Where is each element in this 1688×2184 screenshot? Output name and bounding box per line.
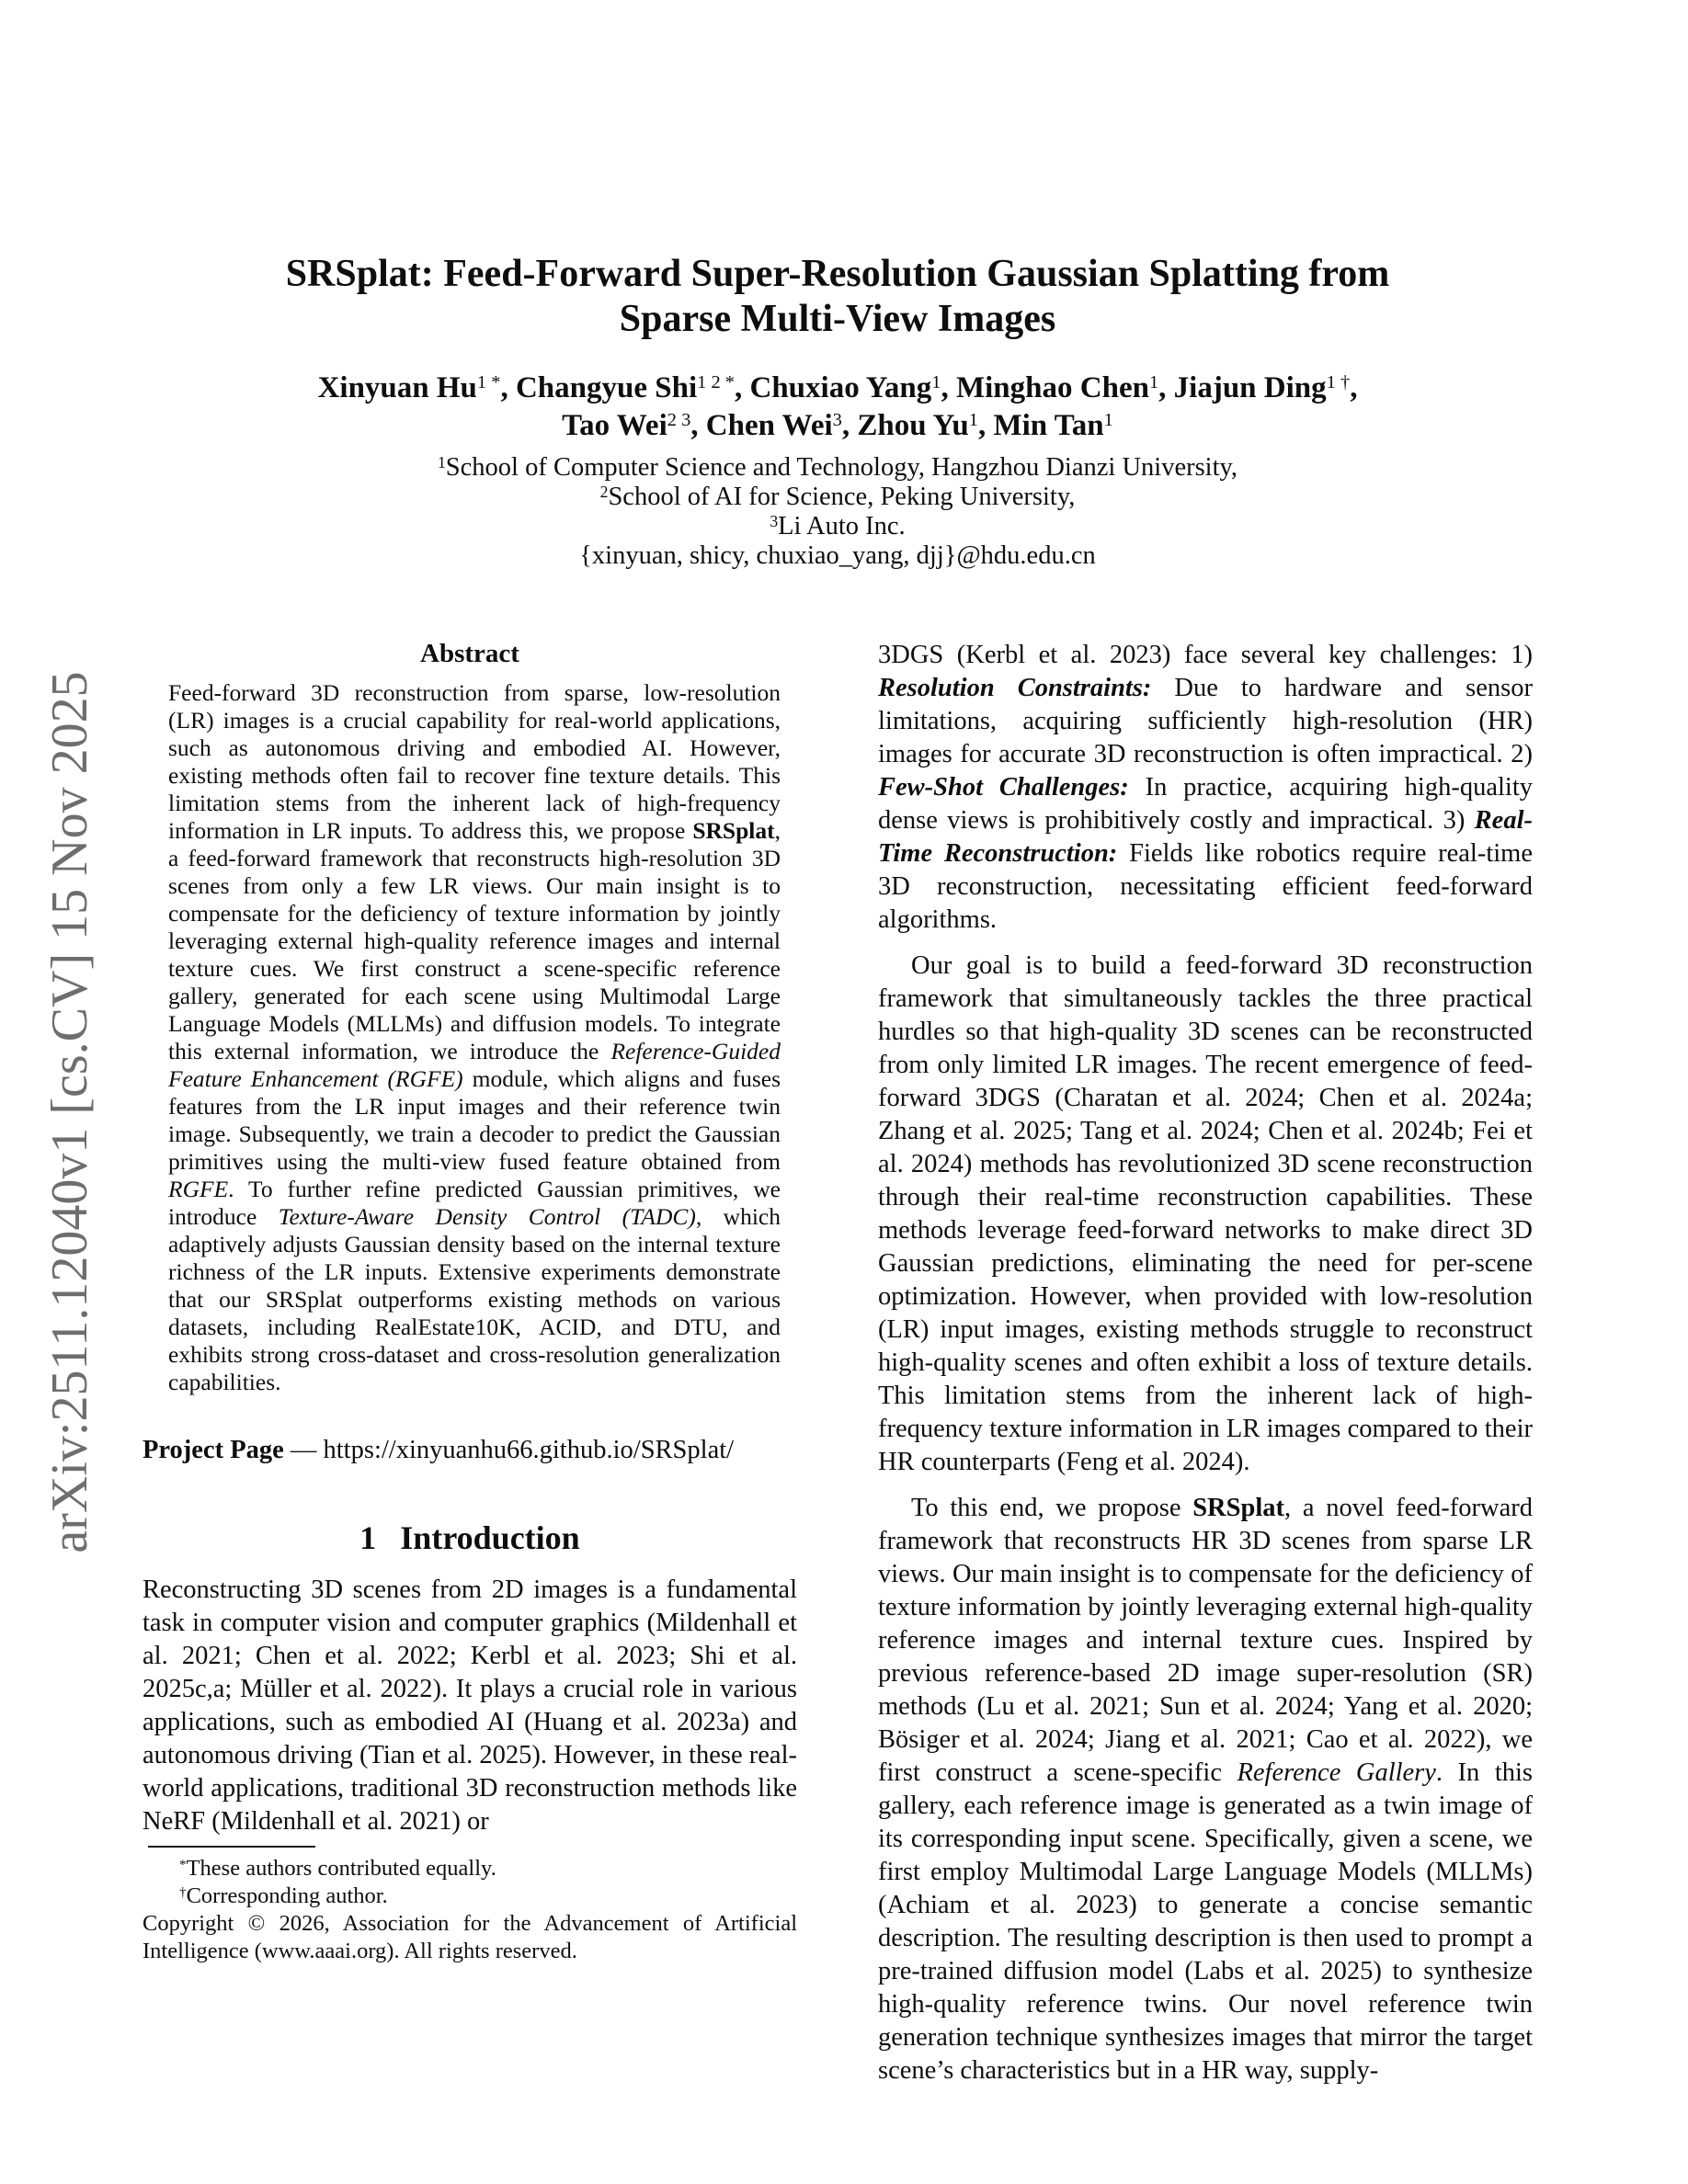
project-page-url[interactable]: https://xinyuanhu66.github.io/SRSplat/ <box>323 1436 735 1464</box>
paper-title-line-1: SRSplat: Feed-Forward Super-Resolution Gaussian Splatting from <box>285 253 1390 295</box>
paper-header <box>143 0 1533 571</box>
paper-title <box>143 252 1533 342</box>
section-number: 1 <box>359 1519 377 1556</box>
right-paragraph-3: To this end, we propose SRSplat, a novel feed-forward framework that reconstructs HR 3D scenes from sparse LR views. Our main insight is to compensate for the deficiency of texture information by jointly leveraging external high-quality reference images and internal texture cues. Inspired by previous reference-based 2D image super-resolution (SR) methods (Lu et al. 2021; Sun et al. 2024; Yang et al. 2020; Bösiger et al. 2024; Jiang et al. 2021; Cao et al. 2022), we first construct a scene-specific Reference Gallery. In this gallery, each reference image is generated as a twin image of its corresponding input scene. Specifically, given a scene, we first employ Multimodal Large Language Models (MLLMs) (Achiam et al. 2023) to generate a concise semantic description. The resulting description is then used to prompt a pre-trained diffusion model (Labs et al. 2025) to synthesize high-quality reference twins. Our novel reference twin generation technique synthesizes images that mirror the target scene’s characteristics but in a HR way, supply- <box>878 1494 1533 2085</box>
section-title: Introduction <box>400 1519 580 1556</box>
author-list <box>143 370 1533 445</box>
affiliations <box>143 453 1533 571</box>
footnote-equal-contribution: *These authors contributed equally. <box>179 1856 496 1881</box>
footnote-copyright: Copyright © 2026, Association for the Advancement of Artificial Intelligence (www.aaai.org). All rights reserved. <box>143 1911 797 1963</box>
paper-title-line-2: Sparse Multi-View Images <box>619 298 1056 340</box>
affiliation-3: $^3$Li Auto Inc. <box>770 511 906 540</box>
project-page-label: Project Page <box>143 1436 284 1464</box>
section-heading-introduction <box>143 1518 797 1558</box>
email-line: {xinyuan, shicy, chuxiao_yang, djj}@hdu.edu.cn <box>579 541 1096 570</box>
affiliation-1: $^1$School of Computer Science and Technology, Hangzhou Dianzi University, <box>437 452 1238 482</box>
right-column <box>878 639 1533 2087</box>
right-paragraph-2: Our goal is to build a feed-forward 3D reconstruction framework that simultaneously tackles the three practical hurdles so that high-quality 3D scenes can be reconstructed from only limited LR images. The recent emergence of feed-forward 3DGS (Charatan et al. 2024; Chen et al. 2024a; Zhang et al. 2025; Tang et al. 2024; Chen et al. 2024b; Fei et al. 2024) methods has revolutionized 3D scene reconstruction through their real-time reconstruction capabilities. These methods leverage feed-forward networks to make direct 3D Gaussian predictions, eliminating the need for per-scene optimization. However, when provided with low-resolution (LR) input images, existing methods struggle to reconstruct high-quality scenes and often exhibit a loss of texture details. This limitation stems from the inherent lack of high-frequency texture information in LR images compared to their HR counterparts (Feng et al. 2024). <box>878 951 1533 1476</box>
affiliation-2: $^2$School of AI for Science, Peking University, <box>599 482 1076 511</box>
abstract-heading: Abstract <box>420 639 519 668</box>
project-page-separator: — <box>283 1436 324 1464</box>
abstract-body: Feed-forward 3D reconstruction from sparse, low-resolution (LR) images is a crucial capability for real-world applications, such as autonomous driving and embodied AI. However, existing methods often fail to recover fine texture details. This limitation stems from the inherent lack of high-frequency information in LR inputs. To address this, we propose SRSplat, a feed-forward framework that reconstructs high-resolution 3D scenes from only a few LR views. Our main insight is to compensate for the deficiency of texture information by jointly leveraging external high-quality reference images and internal texture cues. We first construct a scene-specific reference gallery, generated for each scene using Multimodal Large Language Models (MLLMs) and diffusion models. To integrate this external information, we introduce the Reference-Guided Feature Enhancement (RGFE) module, which aligns and fuses features from the LR input images and their reference twin image. Subsequently, we train a decoder to predict the Gaussian primitives using the multi-view fused feature obtained from RGFE. To further refine predicted Gaussian primitives, we introduce Texture-Aware Density Control (TADC), which adaptively adjusts Gaussian density based on the internal texture richness of the LR inputs. Extensive experiments demonstrate that our SRSplat outperforms existing methods on various datasets, including RealEstate10K, ACID, and DTU, and exhibits strong cross-dataset and cross-resolution generalization capabilities. <box>168 679 781 1395</box>
authors-line-1: Xinyuan $Hu^{1 *}$, Changyue Shi$^{1 2 *}$, Chuxiao Yang$^1$, Minghao Chen$^1$, Jiajun Ding$^{1 \dagger}$, <box>317 371 1358 404</box>
footnote-corresponding-author: †Corresponding author. <box>179 1883 388 1908</box>
footnotes <box>143 1846 797 1965</box>
footnote-rule <box>148 1846 315 1848</box>
authors-line-2: Tao Wei$^{2 3}$, Chen Wei$^3$, Zhou Yu$^1$, Min Tan$^1$ <box>562 409 1113 442</box>
project-page-line <box>143 1435 797 1466</box>
arxiv-watermark: arXiv:2511.12040v1 [cs.CV] 15 Nov 2025 <box>41 671 98 1553</box>
right-paragraph-1: 3DGS (Kerbl et al. 2023) face several key challenges: 1) Resolution Constraints: Due to hardware and sensor limitations, acquiring sufficiently high-resolution (HR) images for accurate 3D reconstruction is often impractical. 2) Few-Shot Challenges: In practice, acquiring high-quality dense views is prohibitively costly and impractical. 3) Real-Time Reconstruction: Fields like robotics require real-time 3D reconstruction, necessitating efficient feed-forward algorithms. <box>878 641 1533 934</box>
left-column <box>143 639 797 1965</box>
intro-paragraph-1: Reconstructing 3D scenes from 2D images is a fundamental task in computer vision and computer graphics (Mildenhall et al. 2021; Chen et al. 2022; Kerbl et al. 2023; Shi et al. 2025c,a; Müller et al. 2022). It plays a crucial role in various applications, such as embodied AI (Huang et al. 2023a) and autonomous driving (Tian et al. 2025). However, in these real-world applications, traditional 3D reconstruction methods like NeRF (Mildenhall et al. 2021) or <box>143 1575 797 1836</box>
